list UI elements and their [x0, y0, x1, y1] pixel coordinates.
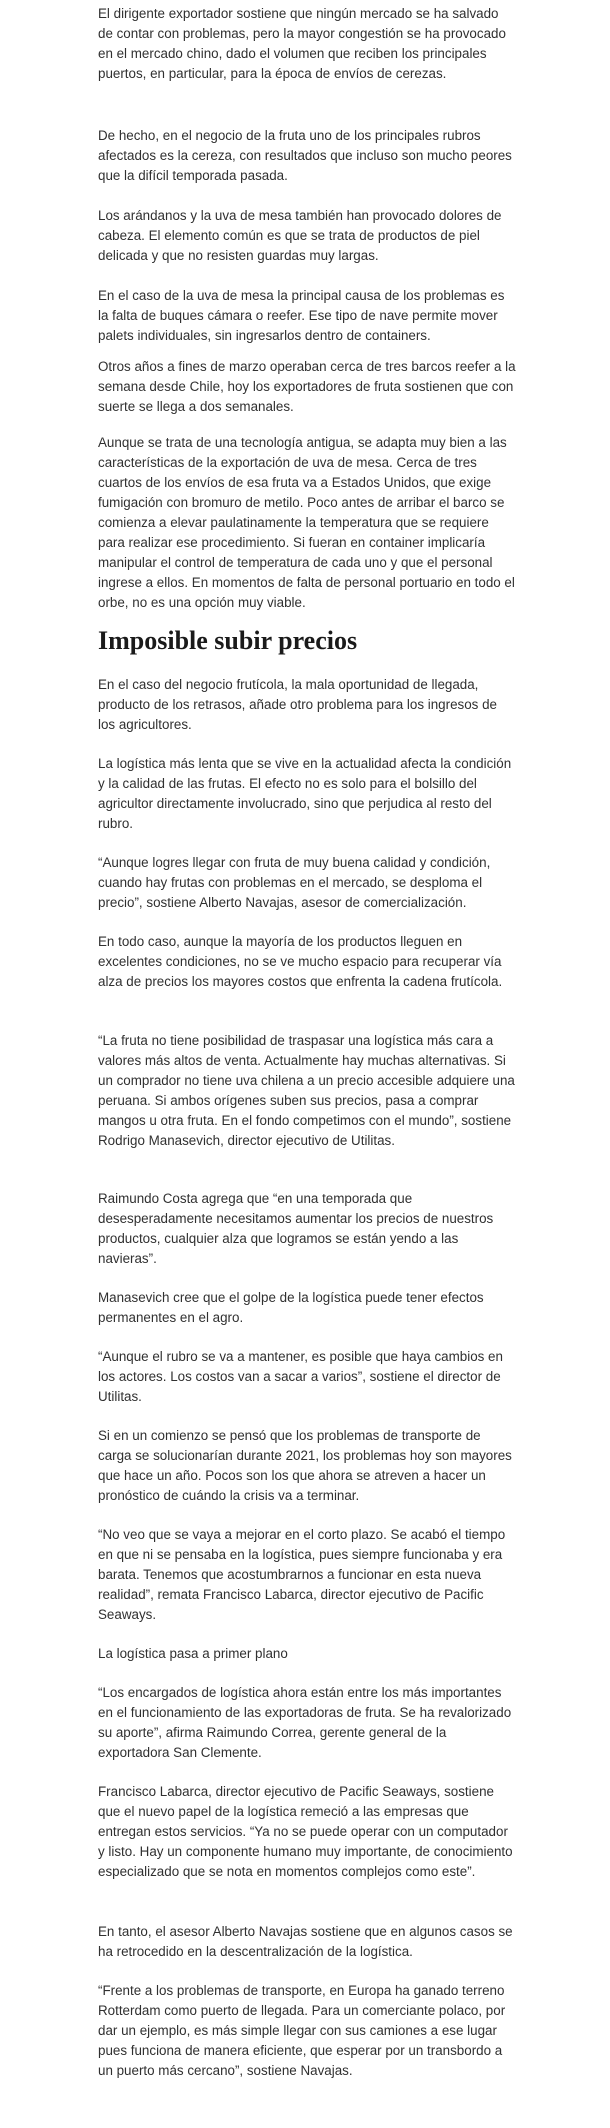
- paragraph: “Frente a los problemas de transporte, en Europa ha ganado terreno Rotterdam como puerto de llegada. Para un comerciante polaco, por dar un ejemplo, es más simple llegar con sus camiones a ese lugar pues funciona de manera eficiente, que esperar por un transbordo a un puerto más cercano”, sostiene Navajas.: [98, 1983, 506, 2078]
- paragraph: “Aunque el rubro se va a mantener, es posible que haya cambios en los actores. Los costos van a sacar a varios”, sostiene el director de Utilitas.: [98, 1349, 503, 1404]
- paragraph: Otros años a fines de marzo operaban cerca de tres barcos reefer a la semana desde Chile, hoy los exportadores de fruta sostienen que con suerte se llega a dos semanales.: [98, 359, 516, 414]
- paragraph: En el caso de la uva de mesa la principal causa de los problemas es la falta de buques cámara o reefer. Ese tipo de nave permite mover palets individuales, sin ingresarlos dentro de containers.: [98, 288, 505, 343]
- paragraph: Los arándanos y la uva de mesa también han provocado dolores de cabeza. El elemento común es que se trata de productos de piel delicada y que no resisten guardas muy largas.: [98, 208, 502, 263]
- paragraph: La logística más lenta que se vive en la actualidad afecta la condición y la calidad de las frutas. El efecto no es solo para el bolsillo del agricultor directamente involucrado, sino que perjudica al resto del rubro.: [98, 756, 512, 831]
- paragraph: El dirigente exportador sostiene que ningún mercado se ha salvado de contar con problemas, pero la mayor congestión se ha provocado en el mercado chino, dado el volumen que reciben los principales puertos, en particular, para la época de envíos de cerezas.: [98, 6, 506, 81]
- paragraph: Si en un comienzo se pensó que los problemas de transporte de carga se solucionarían durante 2021, los problemas hoy son mayores que hace un año. Pocos son los que ahora se atreven a hacer un pronóstico de cuándo la crisis va a terminar.: [98, 1428, 512, 1503]
- paragraph: Aunque se trata de una tecnología antigua, se adapta muy bien a las características de la exportación de uva de mesa. Cerca de tres cuartos de los envíos de esa fruta va a Estados Unidos, que exige fumigación con bromuro de metilo. Poco antes de arribar el barco se comienza a elevar paulatinamente la temperatura que se requiere para realizar ese procedimiento. Si fueran en container implicaría manipular el control de temperatura de cada uno y que el personal ingrese a ellos. En momentos de falta de personal portuario en todo el orbe, no es una opción muy viable.: [98, 435, 515, 610]
- subheading: La logística pasa a primer plano: [98, 1646, 288, 1661]
- paragraph: Manasevich cree que el golpe de la logística puede tener efectos permanentes en el agro.: [98, 1290, 484, 1325]
- paragraph: “Los encargados de logística ahora están entre los más importantes en el funcionamiento de las exportadoras de fruta. Se ha revalorizado su aporte”, afirma Raimundo Correa, gerente general de la exportadora San Clemente.: [98, 1685, 512, 1760]
- paragraph: “No veo que se vaya a mejorar en el corto plazo. Se acabó el tiempo en que ni se pensaba en la logística, pues siempre funcionaba y era barata. Tenemos que acostumbrarnos a funcionar en esta nueva realidad”, remata Francisco Labarca, director ejecutivo de Pacific Seaways.: [98, 1527, 506, 1622]
- paragraph: “La fruta no tiene posibilidad de traspasar una logística más cara a valores más altos de venta. Actualmente hay muchas alternativas. Si un comprador no tiene uva chilena a un precio accesible adquiere una peruana. Si ambos orígenes suben sus precios, pasa a comprar mangos u otra fruta. En el fondo competimos con el mundo”, sostiene Rodrigo Manasevich, director ejecutivo de Utilitas.: [98, 1033, 515, 1148]
- paragraph: En todo caso, aunque la mayoría de los productos lleguen en excelentes condiciones, no se ve mucho espacio para recuperar vía alza de precios los mayores costos que enfrenta la cadena frutícola.: [98, 934, 503, 989]
- paragraph: En tanto, el asesor Alberto Navajas sostiene que en algunos casos se ha retrocedido en la descentralización de la logística.: [98, 1924, 513, 1959]
- paragraph: “Aunque logres llegar con fruta de muy buena calidad y condición, cuando hay frutas con problemas en el mercado, se desploma el precio”, sostiene Alberto Navajas, asesor de comercialización.: [98, 855, 491, 910]
- paragraph: De hecho, en el negocio de la fruta uno de los principales rubros afectados es la cereza, con resultados que incluso son mucho peores que la difícil temporada pasada.: [98, 128, 512, 183]
- section-heading: Imposible subir precios: [98, 626, 358, 655]
- paragraph: Francisco Labarca, director ejecutivo de Pacific Seaways, sostiene que el nuevo papel de la logística remeció a las empresas que entregan estos servicios. “Ya no se puede operar con un computador y listo. Hay un componente humano muy importante, de conocimiento especializado que se nota en momentos complejos como este”.: [98, 1784, 513, 1879]
- paragraph: En el caso del negocio frutícola, la mala oportunidad de llegada, producto de los retrasos, añade otro problema para los ingresos de los agricultores.: [98, 677, 497, 732]
- paragraph: Raimundo Costa agrega que “en una temporada que desesperadamente necesitamos aumentar los precios de nuestros productos, cualquier alza que logramos se están yendo a las navieras”.: [98, 1191, 494, 1266]
